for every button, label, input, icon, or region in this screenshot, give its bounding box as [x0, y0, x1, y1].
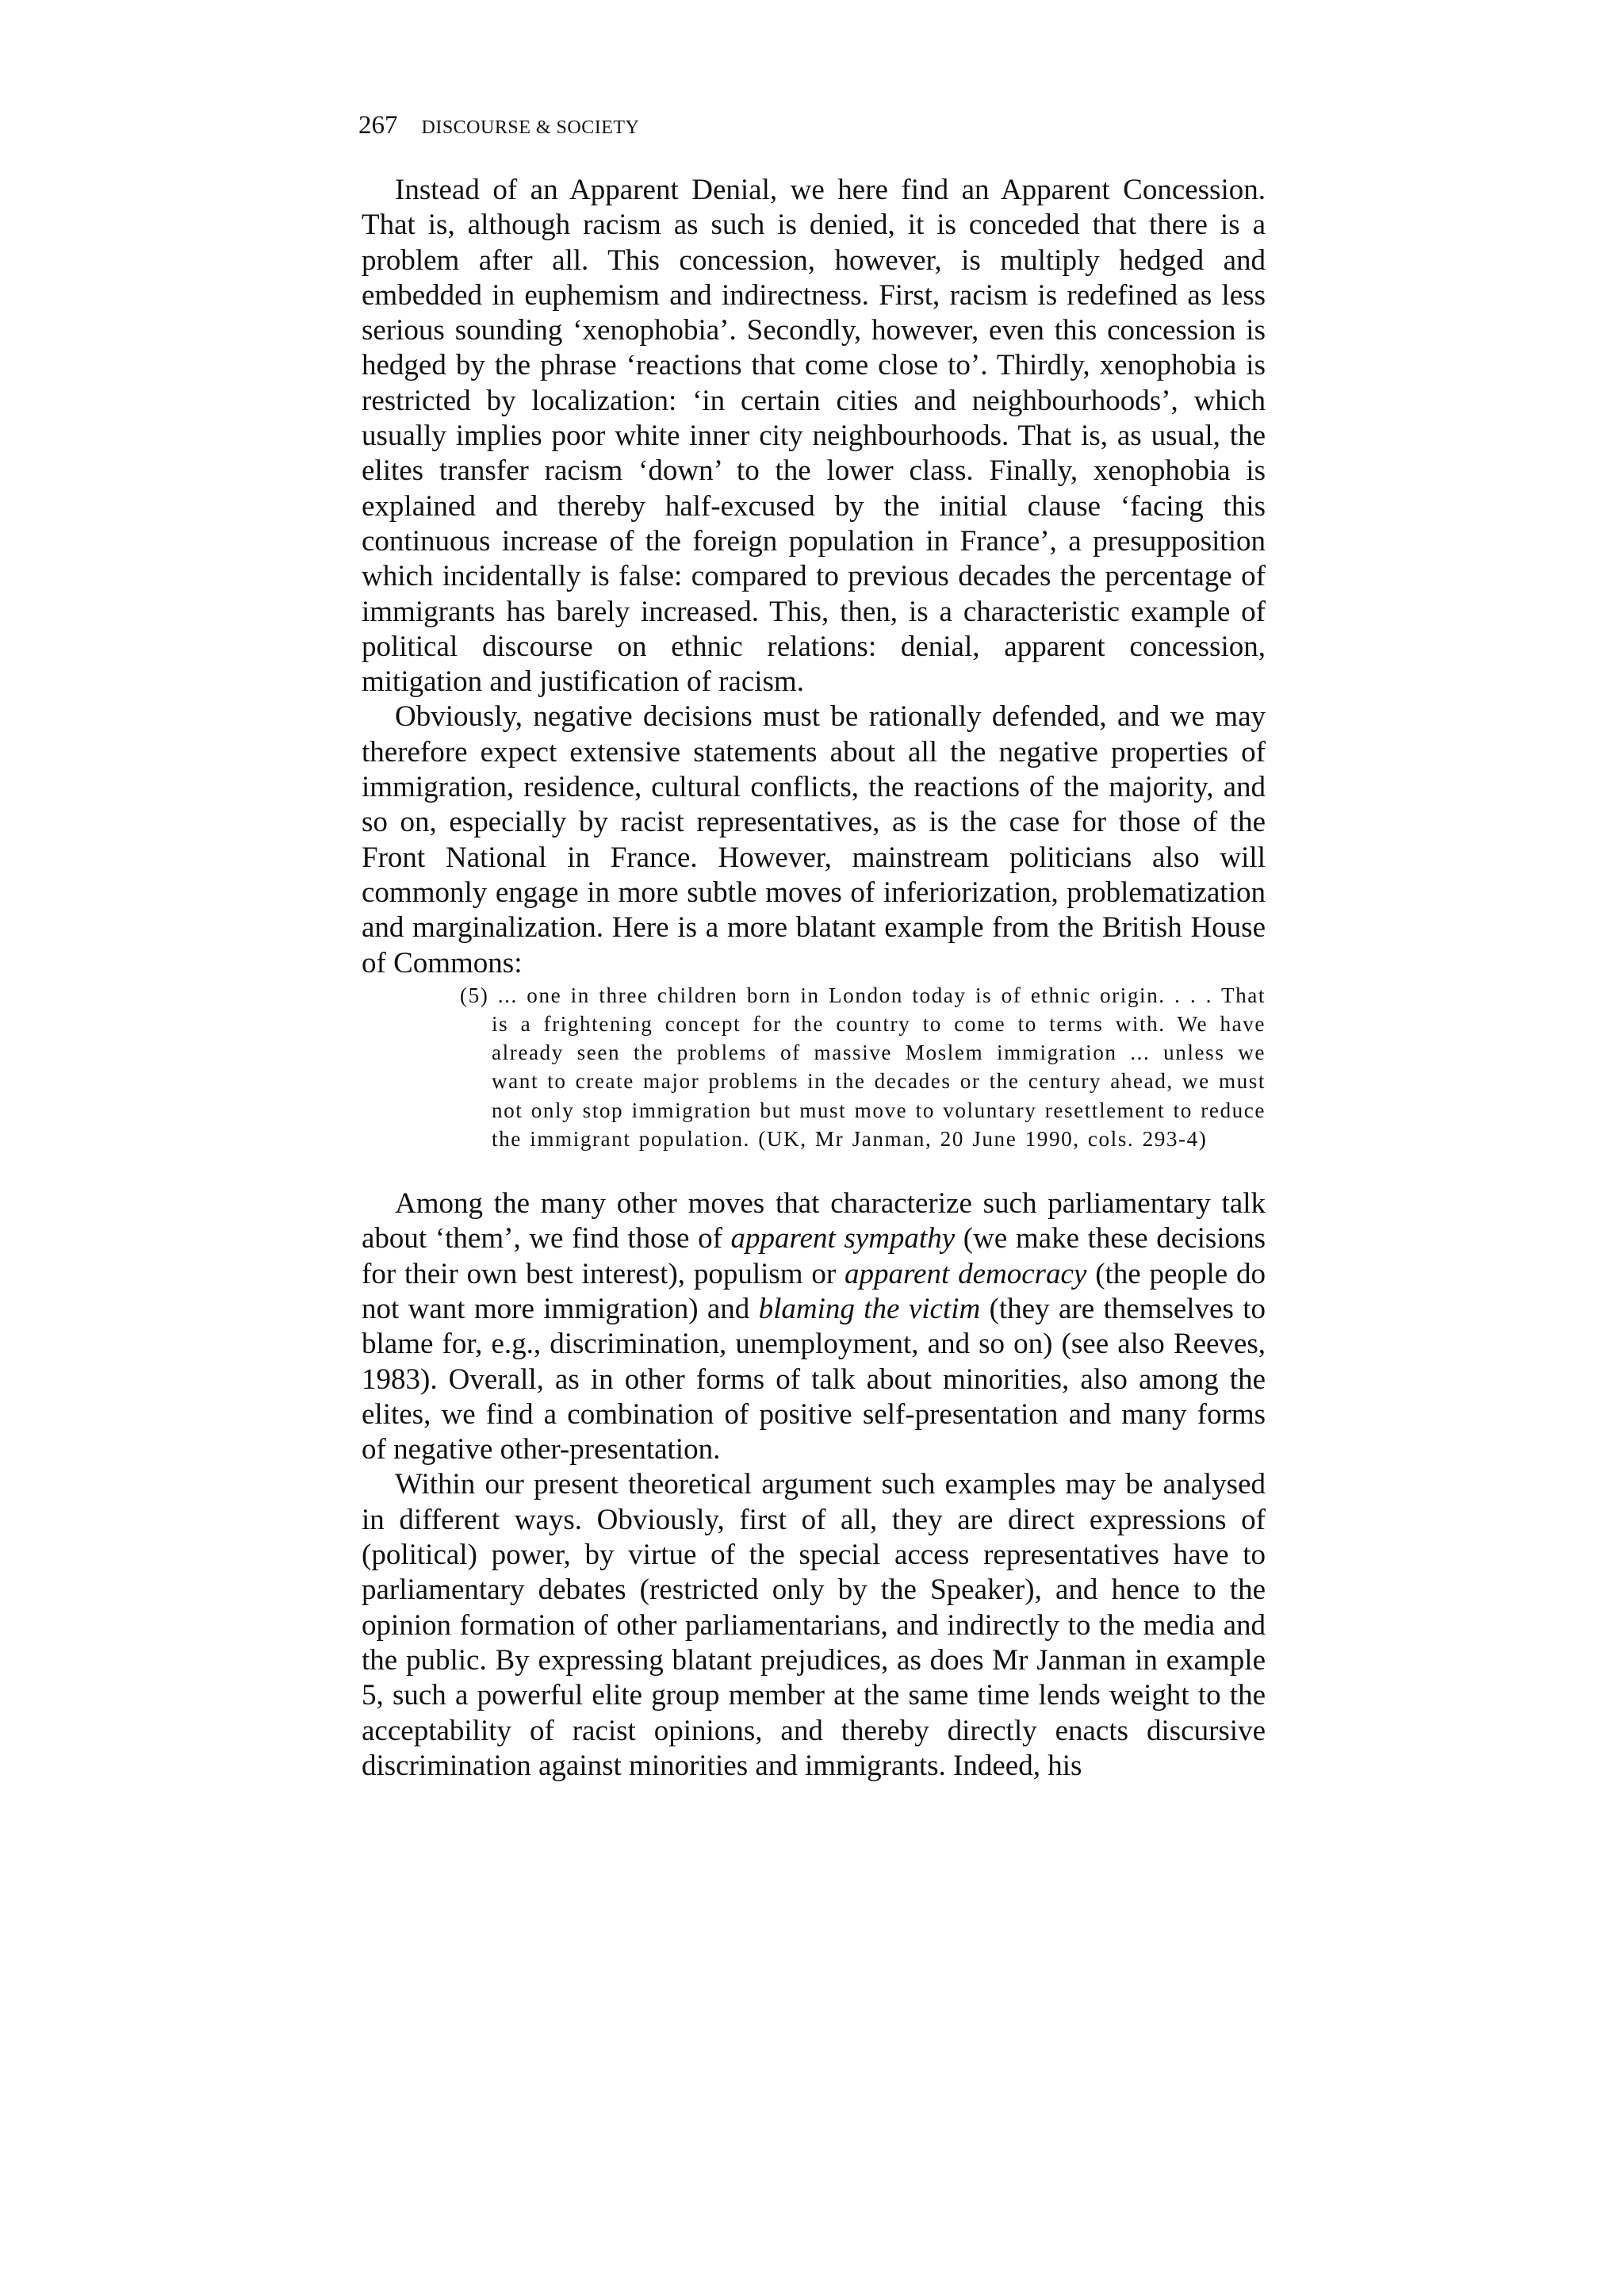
paragraph-theoretical-argument: Within our present theoretical argument such examples may be analysed in different ways. Obviously, first of all, they are direct expressions of (political) power, by virtue of the special access representatives have to parliamentary debates (restricted only by the Speaker), and hence to the opinion formation of other parliamentarians, and indirectly to the media and the public. By expressing blatant prejudices, as does Mr Janman in example 5, such a powerful elite group member at the same time lends weight to the acceptability of racist opinions, and thereby directly enacts discursive discrimination against minorities and immigrants. Indeed, his [362, 1468, 1266, 1782]
italic-term-apparent-democracy: apparent democracy [845, 1257, 1087, 1290]
italic-term-blaming-the-victim: blaming the victim [758, 1292, 981, 1325]
italic-term-apparent-sympathy: apparent sympathy [730, 1222, 956, 1255]
paragraph-apparent-concession: Instead of an Apparent Denial, we here find an Apparent Concession. That is, although racism as such is denied, it is conceded that there is a problem after all. This concession, however, is multiply hedged and embedded in euphemism and indirectness. First, racism is redefined as less serious sounding ‘xenophobia’. Secondly, however, even this concession is hedged by the phrase ‘reactions that come close to’. Thirdly, xenophobia is restricted by localization: ‘in certain cities and neighbourhoods’, which usually implies poor white inner city neighbourhoods. That is, as usual, the elites transfer racism ‘down’ to the lower class. Finally, xenophobia is explained and thereby half-excused by the initial clause ‘facing this continuous increase of the foreign population in France’, a presupposition which incidentally is false: compared to previous decades the percentage of immigrants has barely increased. This, then, is a characteristic example of political discourse on ethnic relations: denial, apparent concession, mitigation and justification of racism. [362, 174, 1266, 699]
text-segment: (we make these decisions for their own best interest), populism or [362, 1222, 1266, 1290]
journal-title: DISCOURSE & SOCIETY [421, 117, 640, 138]
text-segment: Among the many other moves that characterize such parliamentary talk about ‘them’, we find those of [362, 1187, 1266, 1255]
paragraph-negative-decisions: Obviously, negative decisions must be rationally defended, and we may therefore expect extensive statements about all the negative properties of immigration, residence, cultural conflicts, the reactions of the majority, and so on, especially by racist representatives, as is the case for those of the Front National in France. However, mainstream politicians also will commonly engage in more subtle moves of inferiorization, problematization and marginalization. Here is a more blatant example from the British House of Commons: [362, 700, 1266, 979]
text-segment: (the people do not want more immigration) and [362, 1257, 1266, 1325]
running-header [358, 109, 639, 141]
paragraph-parliamentary-moves [362, 1186, 1266, 1467]
text-segment: (they are themselves to blame for, e.g., discrimination, unemployment, and so on) (see also Reeves, 1983). Overall, as in other forms of talk about minorities, also among the elites, we find a combination of positive self-presentation and many forms of negative other-presentation. [362, 1292, 1266, 1466]
body-text [362, 173, 1266, 1784]
block-quote-example-5: (5) ... one in three children born in London today is of ethnic origin. . . . That is a frightening concept for the country to come to terms with. We have already seen the problems of massive Moslem immigration ... unless we want to create major problems in the decades or the century ahead, we must not only stop immigration but must move to voluntary resettlement to reduce the immigrant population. (UK, Mr Janman, 20 June 1990, cols. 293-4) [460, 983, 1266, 1151]
page-number: 267 [358, 111, 398, 140]
